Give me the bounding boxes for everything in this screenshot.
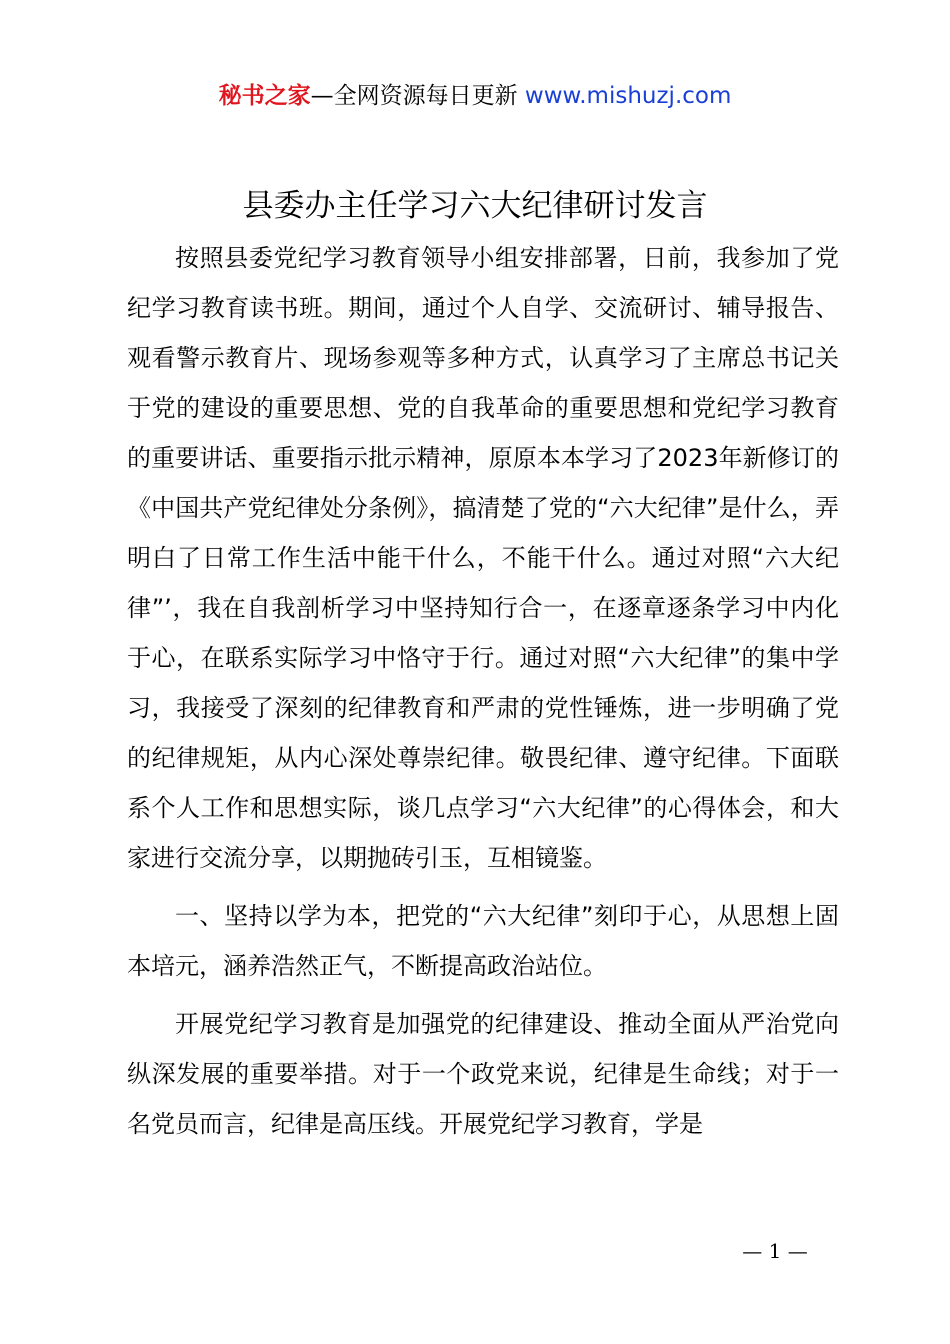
body-paragraph: 开展党纪学习教育是加强党的纪律建设、推动全面从严治党向纵深发展的重要举措。对于一个政党来说，纪律是生命线；对于一名党员而言，纪律是高压线。开展党纪学习教育，学是 <box>127 1010 839 1138</box>
intro-paragraph: 按照县委党纪学习教育领导小组安排部署，日前，我参加了党纪学习教育读书班。期间，通过个人自学、交流研讨、辅导报告、观看警示教育片、现场参观等多种方式，认真学习了主席总书记关于党的建设的重要思想、党的自我革命的重要思想和党纪学习教育的重要讲话、重要指示批示精神，原原本本学习了2023年新修订的《中国共产党纪律处分条例》，搞清楚了党的“六大纪律”是什么，弄明白了日常工作生活中能干什么，不能干什么。通过对照“六大纪律”’，我在自我剖析学习中坚持知行合一，在逐章逐条学习中内化于心，在联系实际学习中恪守于行。通过对照“六大纪律”的集中学习，我接受了深刻的纪律教育和严肃的党性锤炼，进一步明确了党的纪律规矩，从内心深处尊崇纪律。敬畏纪律、遵守纪律。下面联系个人工作和思想实际，谈几点学习“六大纪律”的心得体会，和大家进行交流分享，以期抛砖引玉，互相镜鉴。 <box>127 244 839 872</box>
site-tagline: —全网资源每日更新 <box>310 83 525 109</box>
page-number: — 1 — <box>742 1239 808 1263</box>
document-title: 县委办主任学习六大纪律研讨发言 <box>242 188 708 224</box>
section-heading-1: 一、坚持以学为本，把党的“六大纪律”刻印于心，从思想上固本培元，涵养浩然正气，不断提高政治站位。 <box>127 902 839 980</box>
site-banner <box>0 80 950 112</box>
document-body <box>127 233 839 1149</box>
site-url-link[interactable]: www.mishuzj.com <box>524 83 732 109</box>
site-brand: 秘书之家 <box>218 83 311 109</box>
